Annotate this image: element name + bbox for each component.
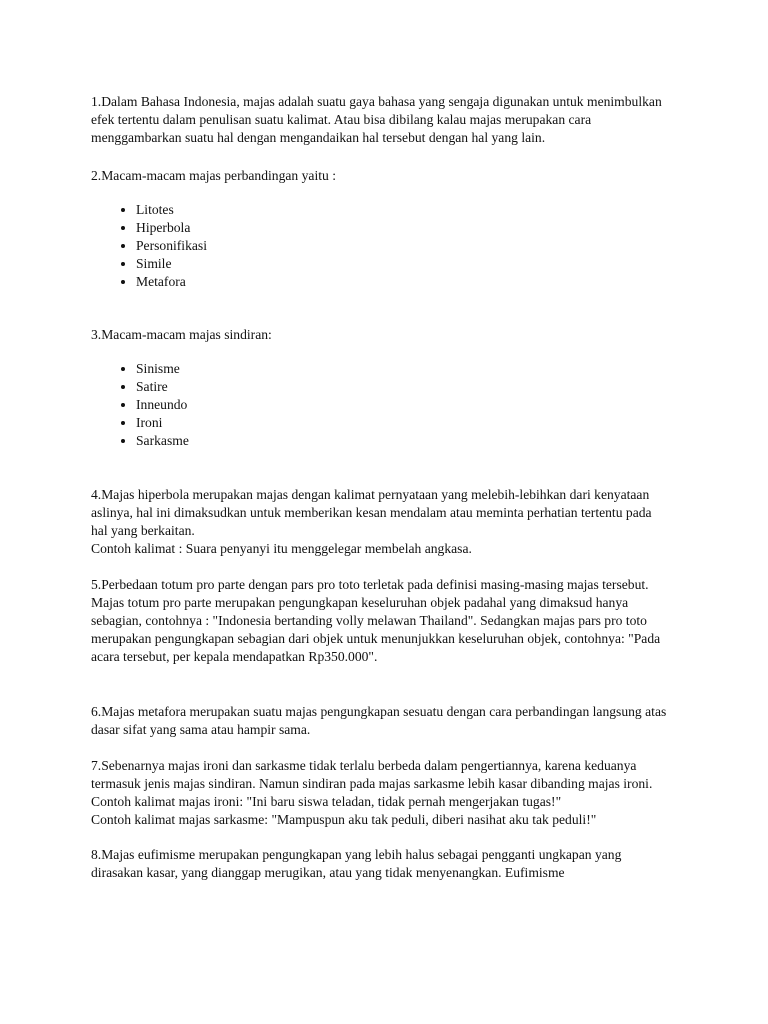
list-majas-perbandingan — [91, 201, 671, 291]
list-item: • Simile — [136, 255, 671, 273]
list-item: • Metafora — [136, 273, 671, 291]
list-item: • Satire — [136, 378, 671, 396]
heading-3: 3.Macam-macam majas sindiran: — [91, 327, 272, 342]
paragraph-6: 6.Majas metafora merupakan suatu majas pengungkapan sesuatu dengan cara perbandingan langsung atas dasar sifat yang sama atau hampir sama. — [91, 704, 667, 737]
list-majas-sindiran — [91, 360, 671, 450]
paragraph-4: 4.Majas hiperbola merupakan majas dengan kalimat pernyataan yang melebih-lebihkan dari kenyataan aslinya, hal ini dimaksudkan untuk memberikan kesan mendalam atau meminta perhatian tertentu pada hal yang berkaitan. — [91, 487, 652, 538]
list-item: • Ironi — [136, 414, 671, 432]
paragraph-7: 7.Sebenarnya majas ironi dan sarkasme tidak terlalu berbeda dalam pengertiannya, karena keduanya termasuk jenis majas sindiran. Namun sindiran pada majas sarkasme lebih kasar dibanding majas ironi. — [91, 758, 653, 791]
document-body — [91, 93, 671, 882]
list-item: • Litotes — [136, 201, 671, 219]
paragraph-7-example-ironi: Contoh kalimat majas ironi: "Ini baru siswa teladan, tidak pernah mengerjakan tugas!" — [91, 794, 562, 809]
list-item: • Sinisme — [136, 360, 671, 378]
paragraph-7-example-sarkasme: Contoh kalimat majas sarkasme: "Mampuspun aku tak peduli, diberi nasihat aku tak peduli!" — [91, 812, 597, 827]
paragraph-8: 8.Majas eufimisme merupakan pengungkapan yang lebih halus sebagai pengganti ungkapan yang dirasakan kasar, yang dianggap merugikan, atau yang tidak menyenangkan. Eufimisme — [91, 847, 622, 880]
paragraph-4-example: Contoh kalimat : Suara penyanyi itu menggelegar membelah angkasa. — [91, 541, 472, 556]
paragraph-5: 5.Perbedaan totum pro parte dengan pars pro toto terletak pada definisi masing-masing majas tersebut. Majas totum pro parte merupakan pengungkapan keseluruhan objek padahal yang dimaksud hanya sebagian, contohnya : "Indonesia bertanding volly melawan Thailand". Sedangkan majas pars pro toto merupakan pengungkapan sebagian dari objek untuk menunjukkan keseluruhan objek, contohnya: "Pada acara tersebut, per kepala mendapatkan Rp350.000". — [91, 577, 661, 664]
list-item: • Hiperbola — [136, 219, 671, 237]
list-item: • Inneundo — [136, 396, 671, 414]
list-item: • Sarkasme — [136, 432, 671, 450]
heading-2: 2.Macam-macam majas perbandingan yaitu : — [91, 168, 336, 183]
list-item: • Personifikasi — [136, 237, 671, 255]
paragraph-1: 1.Dalam Bahasa Indonesia, majas adalah suatu gaya bahasa yang sengaja digunakan untuk menimbulkan efek tertentu dalam penulisan suatu kalimat. Atau bisa dibilang kalau majas merupakan cara menggambarkan suatu hal dengan mengandaikan hal tersebut dengan hal yang lain. — [91, 94, 662, 145]
